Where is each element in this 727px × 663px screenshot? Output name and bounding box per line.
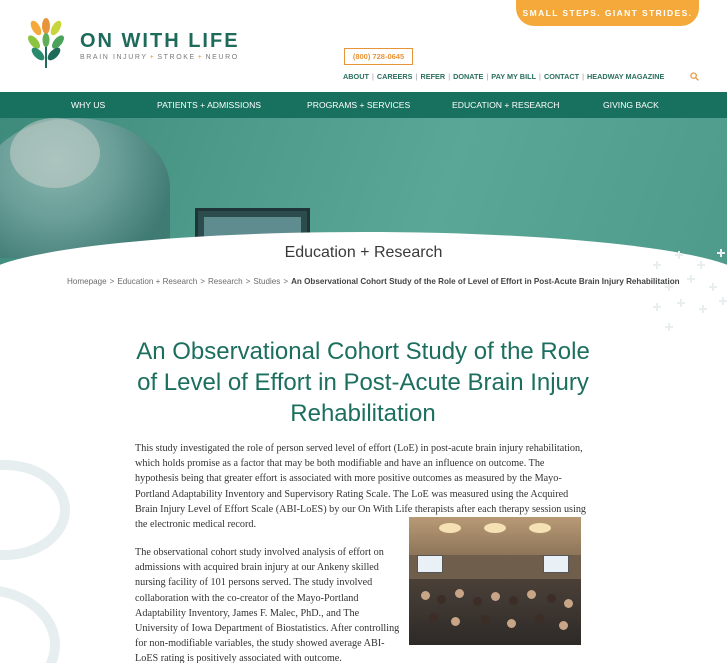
brand-tag-part: NEURO [205,54,239,61]
article-paragraph: This study investigated the role of person served level of effort (LoE) in post-acute brain injury rehabilitation, which holds promise as a factor that may be both modifiable and have an influence on outcome. The hypothesis being that greater effort is associated with more positive outcomes as measured by the Mayo-Portland Adaptability Inventory and Supervisory Rating Scale. The LoE was measured using the Acquired Brain Injury Level of Effort Scale (ABI-LoES) by our On With Life therapists after each therapy session using the electronic medical record. [135,443,587,531]
breadcrumb-link-studies[interactable]: Studies [253,277,281,286]
photo-attendee [455,589,464,598]
photo-attendee [547,594,556,603]
breadcrumb-current: An Observational Cohort Study of the Role of Level of Effort in Post-Acute Brain Injury Rehabilitation [291,277,680,286]
article-paragraph: The observational cohort study involved analysis of effort on admissions with acquired brain injury at our Ankeny skilled nursing facility of 101 persons served. The study involved collaboration with the co-creator of the Mayo-Portland Adaptability Inventory, James F. Malec, PhD., and The University of Iowa Department of Biostatistics. After controlling for non-modifiable variables, the study showed average ABI-LoES rating is positively associated with outcome. [135,547,400,663]
util-separator: | [448,72,451,81]
nav-item-patients-admissions[interactable]: PATIENTS + ADMISSIONS [157,100,262,110]
breadcrumb-separator: > [200,277,205,286]
breadcrumb-link-education-research[interactable]: Education + Research [117,277,198,286]
phone-button[interactable]: (800) 728-0645 [344,48,413,65]
decorative-crosses-icon [645,245,727,335]
photo-attendee [473,597,482,606]
photo-ceiling [409,517,581,555]
util-separator: | [582,72,584,81]
util-link-about[interactable]: ABOUT [343,72,369,81]
util-link-pay-my-bill[interactable]: PAY MY BILL [491,72,537,81]
breadcrumb-link-homepage[interactable]: Homepage [67,277,107,286]
photo-attendee [527,590,536,599]
brand-tag-separator: + [149,54,156,61]
search-icon[interactable] [690,72,699,81]
util-link-donate[interactable]: DONATE [453,72,484,81]
util-link-headway-magazine[interactable]: HEADWAY MAGAZINE [586,72,665,81]
brand-name[interactable]: ON WITH LIFE [80,30,240,52]
hero-hair-highlight [10,118,100,188]
photo-attendee [507,619,516,628]
utility-links [343,72,664,81]
brand-tag-separator: + [197,54,204,61]
nav-item-education-research[interactable]: EDUCATION + RESEARCH [452,100,560,110]
section-title: Education + Research [284,244,443,261]
photo-audience [409,579,581,645]
nav-item-programs-services[interactable]: PROGRAMS + SERVICES [307,100,411,110]
util-link-contact[interactable]: CONTACT [543,72,580,81]
breadcrumb-link-research[interactable]: Research [207,277,243,286]
main-nav [0,92,727,118]
util-separator: | [486,72,489,81]
photo-light [439,523,461,533]
breadcrumb [67,277,680,286]
photo-attendee [451,617,460,626]
site-header [0,0,727,92]
brand-tagline [80,54,239,61]
util-link-careers[interactable]: CAREERS [376,72,413,81]
photo-attendee [437,595,446,604]
breadcrumb-separator: > [245,277,251,286]
breadcrumb-separator: > [109,277,115,286]
photo-projection-screen [543,555,569,573]
photo-attendee [481,615,490,624]
photo-attendee [559,621,568,630]
photo-attendee [429,613,438,622]
util-separator: | [539,72,541,81]
util-link-refer[interactable]: REFER [420,72,446,81]
nav-item-why-us[interactable]: WHY US [71,100,106,110]
photo-attendee [535,614,544,623]
photo-attendee [564,599,573,608]
decorative-ring [0,585,60,663]
decorative-ring [0,460,70,560]
article-title: An Observational Cohort Study of the Role of Level of Effort in Post-Acute Brain Injury Rehabilitation [136,338,590,427]
photo-attendee [491,592,500,601]
photo-attendee [421,591,430,600]
util-separator: | [371,72,374,81]
nav-item-giving-back[interactable]: GIVING BACK [603,100,659,110]
photo-light [529,523,551,533]
photo-projection-screen [417,555,443,573]
conference-photo [409,517,581,645]
photo-light [484,523,506,533]
photo-attendee [509,596,518,605]
breadcrumb-separator: > [283,277,289,286]
brand-tag-part: BRAIN INJURY [80,54,148,61]
util-separator: | [415,72,418,81]
tree-logo-icon[interactable] [26,18,66,70]
promo-banner: SMALL STEPS. GIANT STRIDES. [516,0,699,26]
brand-tag-part: STROKE [157,54,196,61]
